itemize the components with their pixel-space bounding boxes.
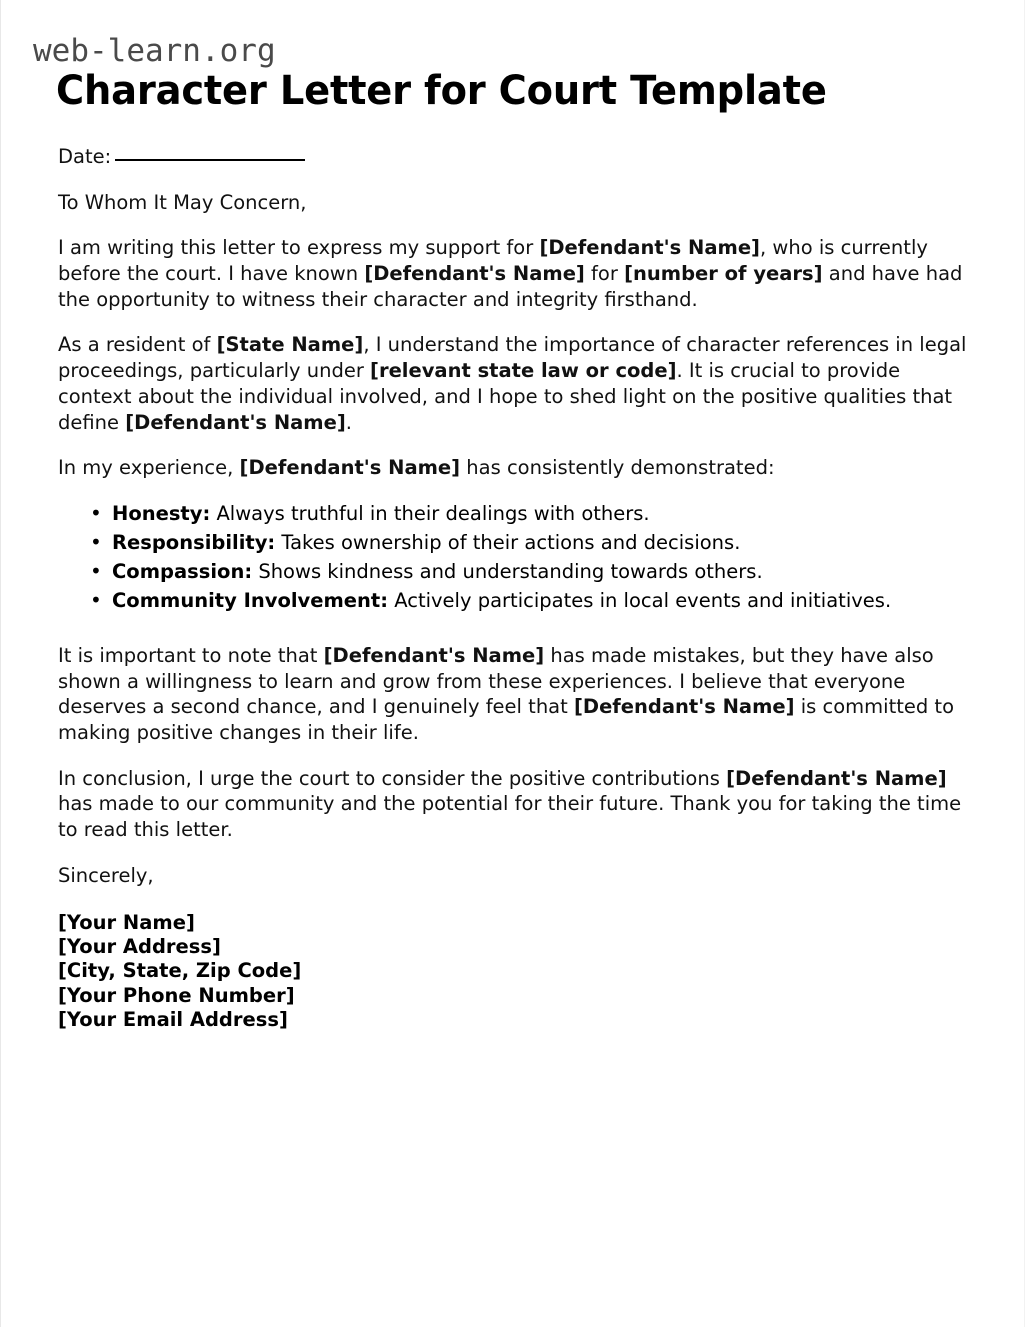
signature-address: [Your Address] <box>58 935 221 959</box>
para5-seg1: In conclusion, I urge the court to consider the positive contributions <box>58 766 727 790</box>
para2-defendant-name: [Defendant's Name] <box>125 410 346 434</box>
para2-seg1: As a resident of <box>58 333 217 357</box>
trait-label: Community Involvement: <box>112 588 389 612</box>
closing-line: Sincerely, <box>58 863 154 887</box>
trait-description: Shows kindness and understanding towards others. <box>252 559 763 583</box>
document-content <box>1 0 1024 1033</box>
trait-description: Always truthful in their dealings with others. <box>210 502 650 526</box>
salutation: To Whom It May Concern, <box>58 190 307 214</box>
list-item <box>90 501 973 528</box>
signature-city-state-zip: [City, State, Zip Code] <box>58 959 302 983</box>
signature-block <box>58 911 973 1033</box>
list-item <box>90 588 973 615</box>
date-blank-field[interactable] <box>115 159 305 161</box>
date-label: Date: <box>58 144 112 168</box>
paragraph-traits-intro <box>58 455 973 481</box>
list-item <box>90 530 973 557</box>
para2-seg7: . <box>345 410 352 434</box>
trait-description: Takes ownership of their actions and decisions. <box>275 531 741 555</box>
para2-state-name: [State Name] <box>216 333 364 357</box>
para1-number-of-years: [number of years] <box>624 262 823 285</box>
paragraph-conclusion <box>58 766 973 843</box>
para2-state-law: [relevant state law or code] <box>370 359 677 383</box>
para1-seg5: for <box>584 262 625 285</box>
trait-label: Responsibility: <box>112 531 276 555</box>
paragraph-mistakes <box>58 643 973 746</box>
para4-seg1: It is important to note that <box>58 643 324 667</box>
traits-list <box>58 501 973 615</box>
list-item <box>90 559 973 586</box>
para2-seg3: , I understand the importance of character references in legal proceedings, particularly under <box>58 333 967 383</box>
para1-defendant-name-1: [Defendant's Name] <box>539 236 760 260</box>
page-title: Character Letter for Court Template <box>56 68 827 114</box>
spacer <box>58 635 973 643</box>
letter-body <box>58 144 973 1033</box>
trait-label: Honesty: <box>112 502 211 526</box>
para4-defendant-name-2: [Defendant's Name] <box>573 695 795 719</box>
date-line <box>58 144 973 170</box>
para1-seg1: I am writing this letter to express my support for <box>58 236 540 260</box>
site-brand: web-learn.org <box>33 33 276 69</box>
signature-phone: [Your Phone Number] <box>58 983 295 1007</box>
para4-seg5: is committed to making positive changes in their life. <box>58 695 955 744</box>
paragraph-residency <box>58 332 973 435</box>
signature-email: [Your Email Address] <box>58 1008 288 1032</box>
para3-defendant-name: [Defendant's Name] <box>239 456 461 480</box>
para4-defendant-name-1: [Defendant's Name] <box>323 643 545 667</box>
para5-defendant-name: [Defendant's Name] <box>726 766 947 790</box>
para4-seg3: has made mistakes, but they have also shown a willingness to learn and grow from these experiences. I believe that everyone deserves a second chance, and I genuinely feel that <box>58 643 934 719</box>
paragraph-intro <box>58 235 973 312</box>
trait-description: Actively participates in local events and initiatives. <box>388 588 892 612</box>
para1-seg7: and have had the opportunity to witness their character and integrity firsthand. <box>58 262 963 311</box>
trait-label: Compassion: <box>112 559 253 583</box>
para5-seg3: has made to our community and the potential for their future. Thank you for taking the time to read this letter. <box>58 792 962 842</box>
para1-seg3: , who is currently before the court. I have known <box>58 236 928 285</box>
para3-seg1: In my experience, <box>58 456 240 480</box>
signature-name: [Your Name] <box>58 910 195 934</box>
para2-seg5: . It is crucial to provide context about the individual involved, and I hope to shed light on the positive qualities that define <box>58 359 953 434</box>
para3-seg3: has consistently demonstrated: <box>460 456 775 480</box>
para1-defendant-name-2: [Defendant's Name] <box>364 262 585 285</box>
